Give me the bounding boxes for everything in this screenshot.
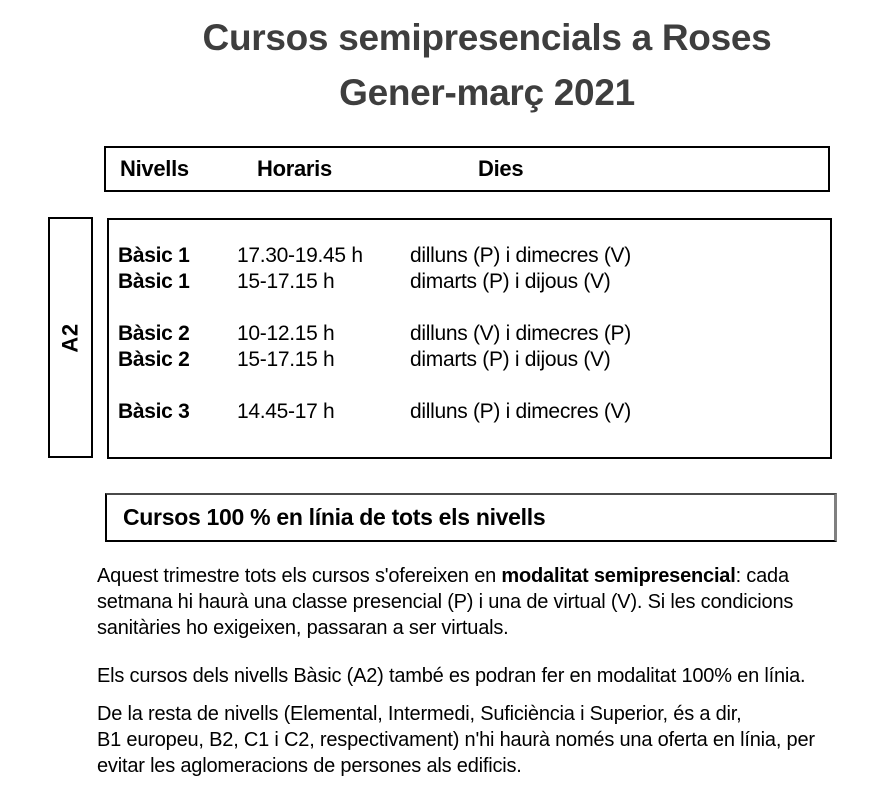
schedule-table	[107, 218, 832, 459]
paragraph-line: Els cursos dels nivells Bàsic (A2) també es podran fer en modalitat 100% en línia.	[97, 665, 806, 687]
paragraph-line: setmana hi haurà una classe presencial (P) i una de virtual (V). Si les condicions	[97, 591, 794, 613]
paragraph-line	[97, 563, 877, 589]
level-label: A2	[57, 322, 83, 353]
course-row	[118, 321, 830, 347]
banner-text: Cursos 100 % en línia de tots els nivells	[123, 504, 546, 530]
column-header-dies: Dies	[478, 156, 524, 181]
text-segment: Aquest trimestre tots els cursos s'ofereixen en	[97, 565, 502, 587]
course-row	[118, 399, 830, 425]
paragraph-basic-online	[97, 663, 877, 689]
course-time: 15-17.15 h	[237, 270, 335, 293]
text-segment: : cada	[735, 565, 789, 587]
course-days: dilluns (V) i dimecres (P)	[410, 322, 631, 345]
course-time: 14.45-17 h	[237, 400, 335, 423]
course-time: 17.30-19.45 h	[237, 244, 363, 267]
title-line-2: Gener-març 2021	[339, 72, 635, 113]
paragraph-line: sanitàries ho exigeixen, passaran a ser virtuals.	[97, 617, 509, 639]
course-row	[118, 347, 830, 373]
paragraph-other-levels	[97, 701, 877, 779]
level-label-box	[48, 217, 93, 458]
text-segment-bold: modalitat semipresencial	[501, 565, 736, 587]
course-time: 15-17.15 h	[237, 348, 335, 371]
paragraph-line: B1 europeu, B2, C1 i C2, respectivament) n'hi haurà només una oferta en línia, per	[97, 729, 815, 751]
course-level: Bàsic 2	[118, 322, 190, 345]
course-days: dilluns (P) i dimecres (V)	[410, 400, 631, 423]
course-level: Bàsic 3	[118, 400, 190, 423]
course-days: dimarts (P) i dijous (V)	[410, 270, 611, 293]
course-group-basic1	[118, 243, 830, 295]
course-group-basic3	[118, 399, 830, 425]
title-line-1: Cursos semipresencials a Roses	[202, 17, 772, 58]
course-level: Bàsic 1	[118, 270, 190, 293]
paragraph-semipresencial	[97, 563, 877, 641]
course-days: dimarts (P) i dijous (V)	[410, 348, 611, 371]
paragraph-line: De la resta de nivells (Elemental, Intermedi, Suficiència i Superior, és a dir,	[97, 703, 742, 725]
course-level: Bàsic 1	[118, 244, 190, 267]
document-title	[82, 10, 892, 120]
course-days: dilluns (P) i dimecres (V)	[410, 244, 631, 267]
online-courses-banner	[105, 493, 837, 542]
schedule-header-box	[104, 146, 830, 192]
course-group-basic2	[118, 321, 830, 373]
column-header-nivells: Nivells	[120, 156, 189, 181]
paragraph-line: evitar les aglomeracions de persones als edificis.	[97, 755, 522, 777]
course-time: 10-12.15 h	[237, 322, 335, 345]
column-header-horaris: Horaris	[257, 156, 332, 181]
course-row	[118, 269, 830, 295]
course-row	[118, 243, 830, 269]
course-level: Bàsic 2	[118, 348, 190, 371]
